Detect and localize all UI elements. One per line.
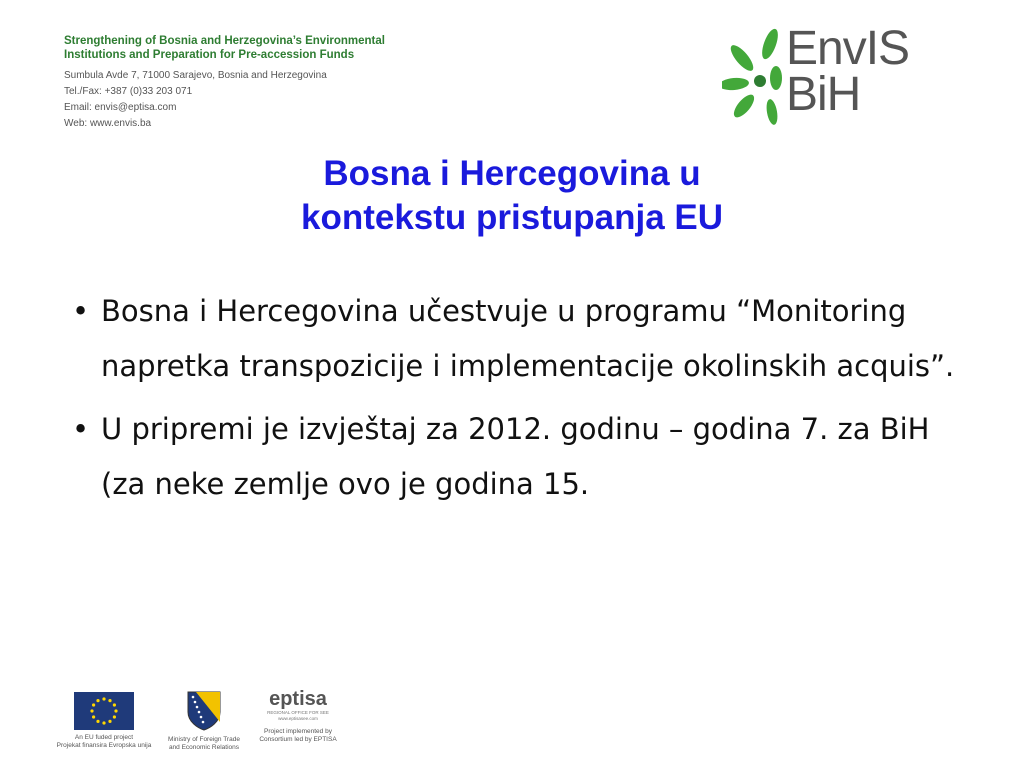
- leaf-icon: [722, 26, 784, 128]
- slide-title: [0, 152, 1024, 240]
- address: Sumbula Avde 7, 71000 Sarajevo, Bosnia and Herzegovina: [64, 70, 327, 81]
- eptisa-logo: eptisa: [269, 688, 327, 710]
- eptisa-sub1: REGIONAL OFFICE FOR SEE: [267, 710, 329, 715]
- bullet-item: [72, 402, 972, 512]
- eptisa-caption2: Consortium led by EPTISA: [259, 736, 337, 743]
- bullet-dot-icon: •: [72, 294, 90, 328]
- bullet-list: [72, 284, 972, 520]
- eu-flag-icon: [74, 692, 134, 730]
- bullet-text: U pripremi je izvještaj za 2012. godinu – godina 7. za BiH (za neke zemlje ovo je godina 15.: [101, 412, 930, 501]
- eptisa-caption1: Project implemented by: [264, 728, 332, 735]
- bih-coat-of-arms-icon: [184, 690, 224, 732]
- eu-logo-block: [52, 688, 156, 750]
- envis-bih-logo: [722, 22, 962, 128]
- web: Web: www.envis.ba: [64, 118, 152, 129]
- email: Email: envis@eptisa.com: [64, 102, 177, 113]
- contact-info: [64, 68, 385, 132]
- ministry-logo-block: [164, 688, 244, 752]
- bullet-dot-icon: •: [72, 412, 90, 446]
- logo-text: [786, 22, 910, 121]
- slide-title-line2: kontekstu pristupanja EU: [300, 198, 724, 237]
- ministry-caption1: Ministry of Foreign Trade: [168, 736, 240, 743]
- bullet-item: [72, 284, 972, 394]
- header-block: [64, 34, 385, 132]
- org-title: [64, 34, 385, 62]
- tel: Tel./Fax: +387 (0)33 203 071: [64, 86, 193, 97]
- org-title-line1: Strengthening of Bosnia and Herzegovina’s Environmental: [64, 35, 385, 47]
- eu-caption2: Projekat finansira Evropska unija: [56, 742, 152, 749]
- eu-caption1: An EU fuded project: [74, 734, 134, 741]
- ministry-caption2: and Economic Relations: [168, 744, 240, 751]
- org-title-line2: Institutions and Preparation for Pre-accession Funds: [64, 49, 355, 61]
- logo-line2: BiH: [786, 68, 861, 121]
- eptisa-logo-block: [252, 688, 344, 744]
- logo-line1: EnvIS: [786, 22, 910, 75]
- bullet-text: Bosna i Hercegovina učestvuje u programu “Monitoring napretka transpozicije i implementacije okolinskih acquis”.: [101, 294, 955, 383]
- eptisa-sub2: www.eptisasee.com: [278, 716, 318, 721]
- footer-logos: [52, 688, 352, 758]
- slide-title-line1: Bosna i Hercegovina u: [323, 154, 701, 193]
